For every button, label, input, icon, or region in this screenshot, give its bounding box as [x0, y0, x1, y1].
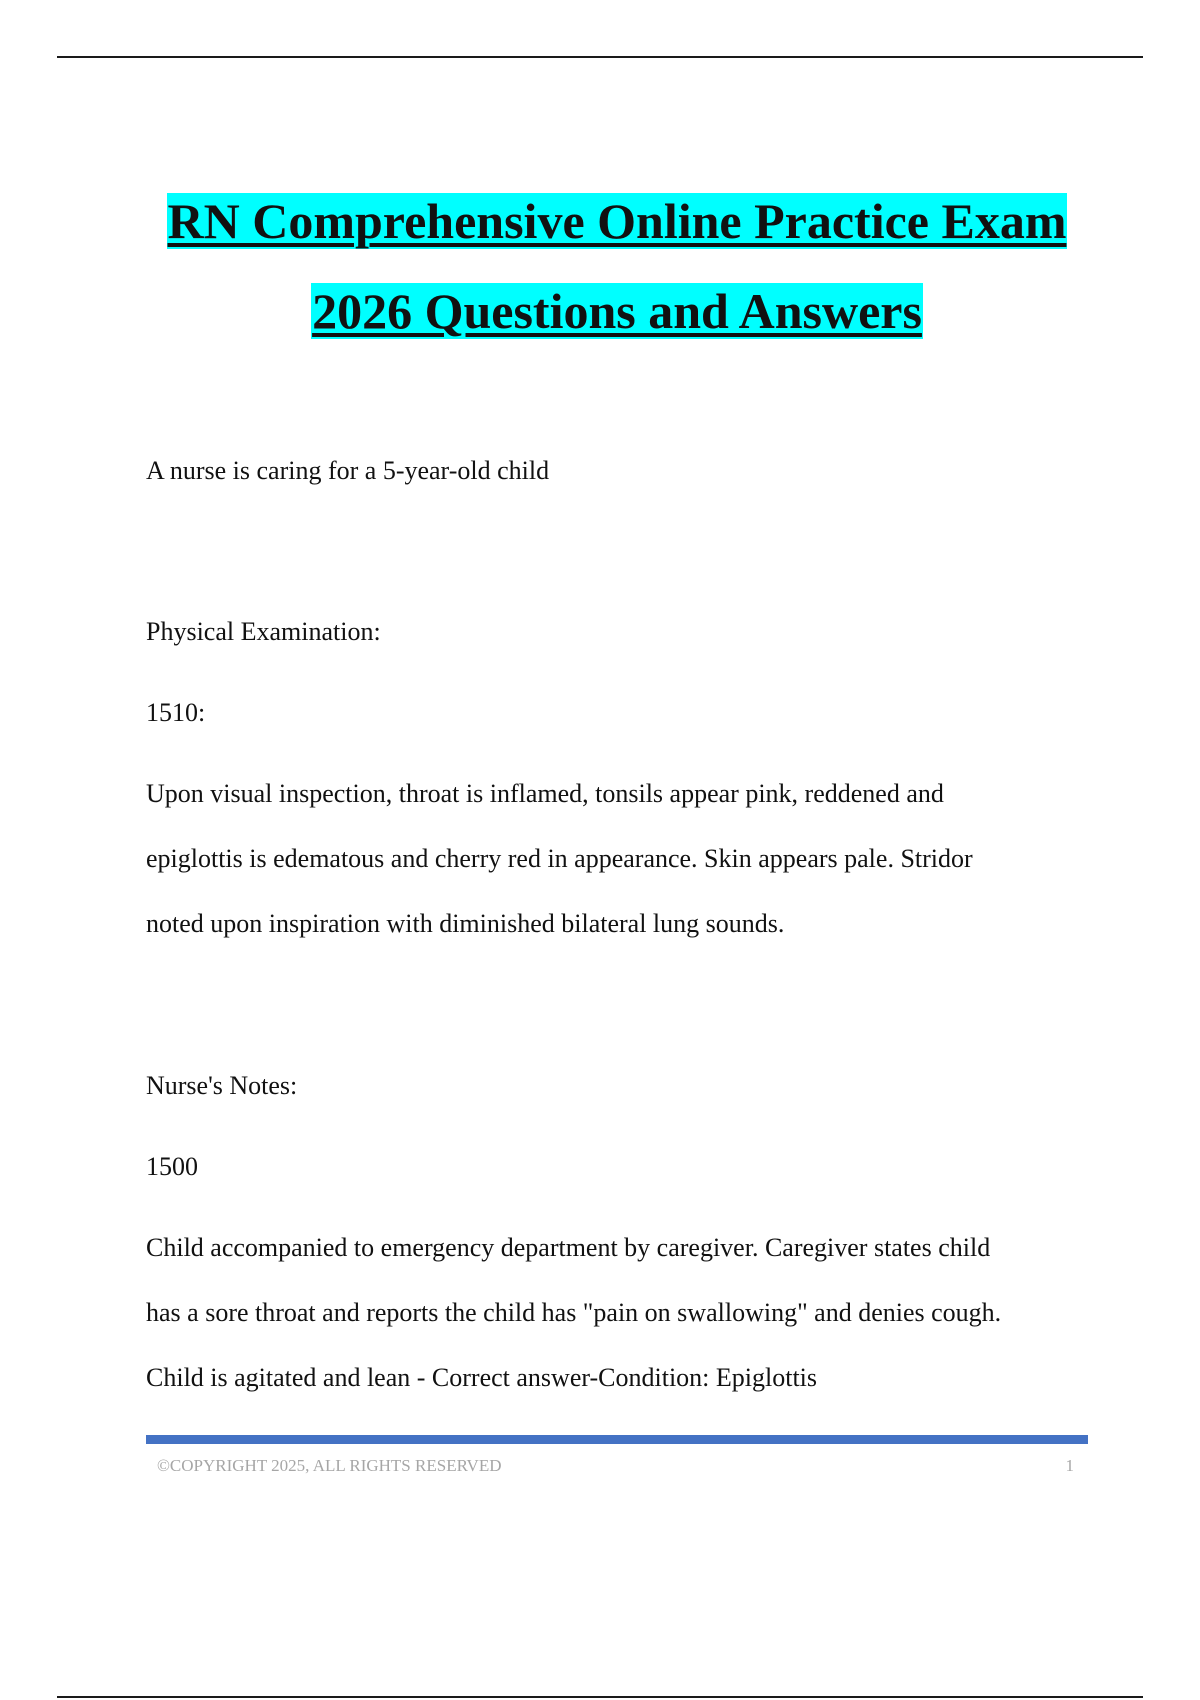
physical-exam-line: noted upon inspiration with diminished bilateral lung sounds.	[146, 909, 785, 938]
page-number: 1	[1065, 1456, 1074, 1475]
intro-text: A nurse is caring for a 5-year-old child	[146, 456, 550, 485]
nurses-notes-body	[146, 1215, 1096, 1410]
bottom-rule	[57, 1696, 1143, 1698]
nurses-notes-line: Child accompanied to emergency department by caregiver. Caregiver states child	[146, 1233, 991, 1262]
title-line-2: 2026 Questions and Answers	[312, 283, 922, 339]
physical-exam-heading: Physical Examination:	[146, 617, 381, 646]
physical-exam-line: epiglottis is edematous and cherry red in appearance. Skin appears pale. Stridor	[146, 844, 973, 873]
nurses-notes-line: has a sore throat and reports the child has "pain on swallowing" and denies cough.	[146, 1298, 1002, 1327]
physical-exam-time: 1510:	[146, 698, 206, 727]
footer-divider	[146, 1435, 1088, 1444]
nurses-notes-heading: Nurse's Notes:	[146, 1071, 298, 1100]
footer-copyright: ©COPYRIGHT 2025, ALL RIGHTS RESERVED	[157, 1456, 502, 1475]
physical-exam-line: Upon visual inspection, throat is inflamed, tonsils appear pink, reddened and	[146, 779, 944, 808]
top-rule	[57, 56, 1143, 58]
physical-exam-body	[146, 761, 1096, 956]
nurses-notes-line: Child is agitated and lean - Correct answer-Condition: Epiglottis	[146, 1363, 818, 1392]
nurses-notes-time: 1500	[146, 1152, 198, 1181]
title-line-1: RN Comprehensive Online Practice Exam	[167, 193, 1067, 249]
document-title	[146, 176, 1088, 356]
